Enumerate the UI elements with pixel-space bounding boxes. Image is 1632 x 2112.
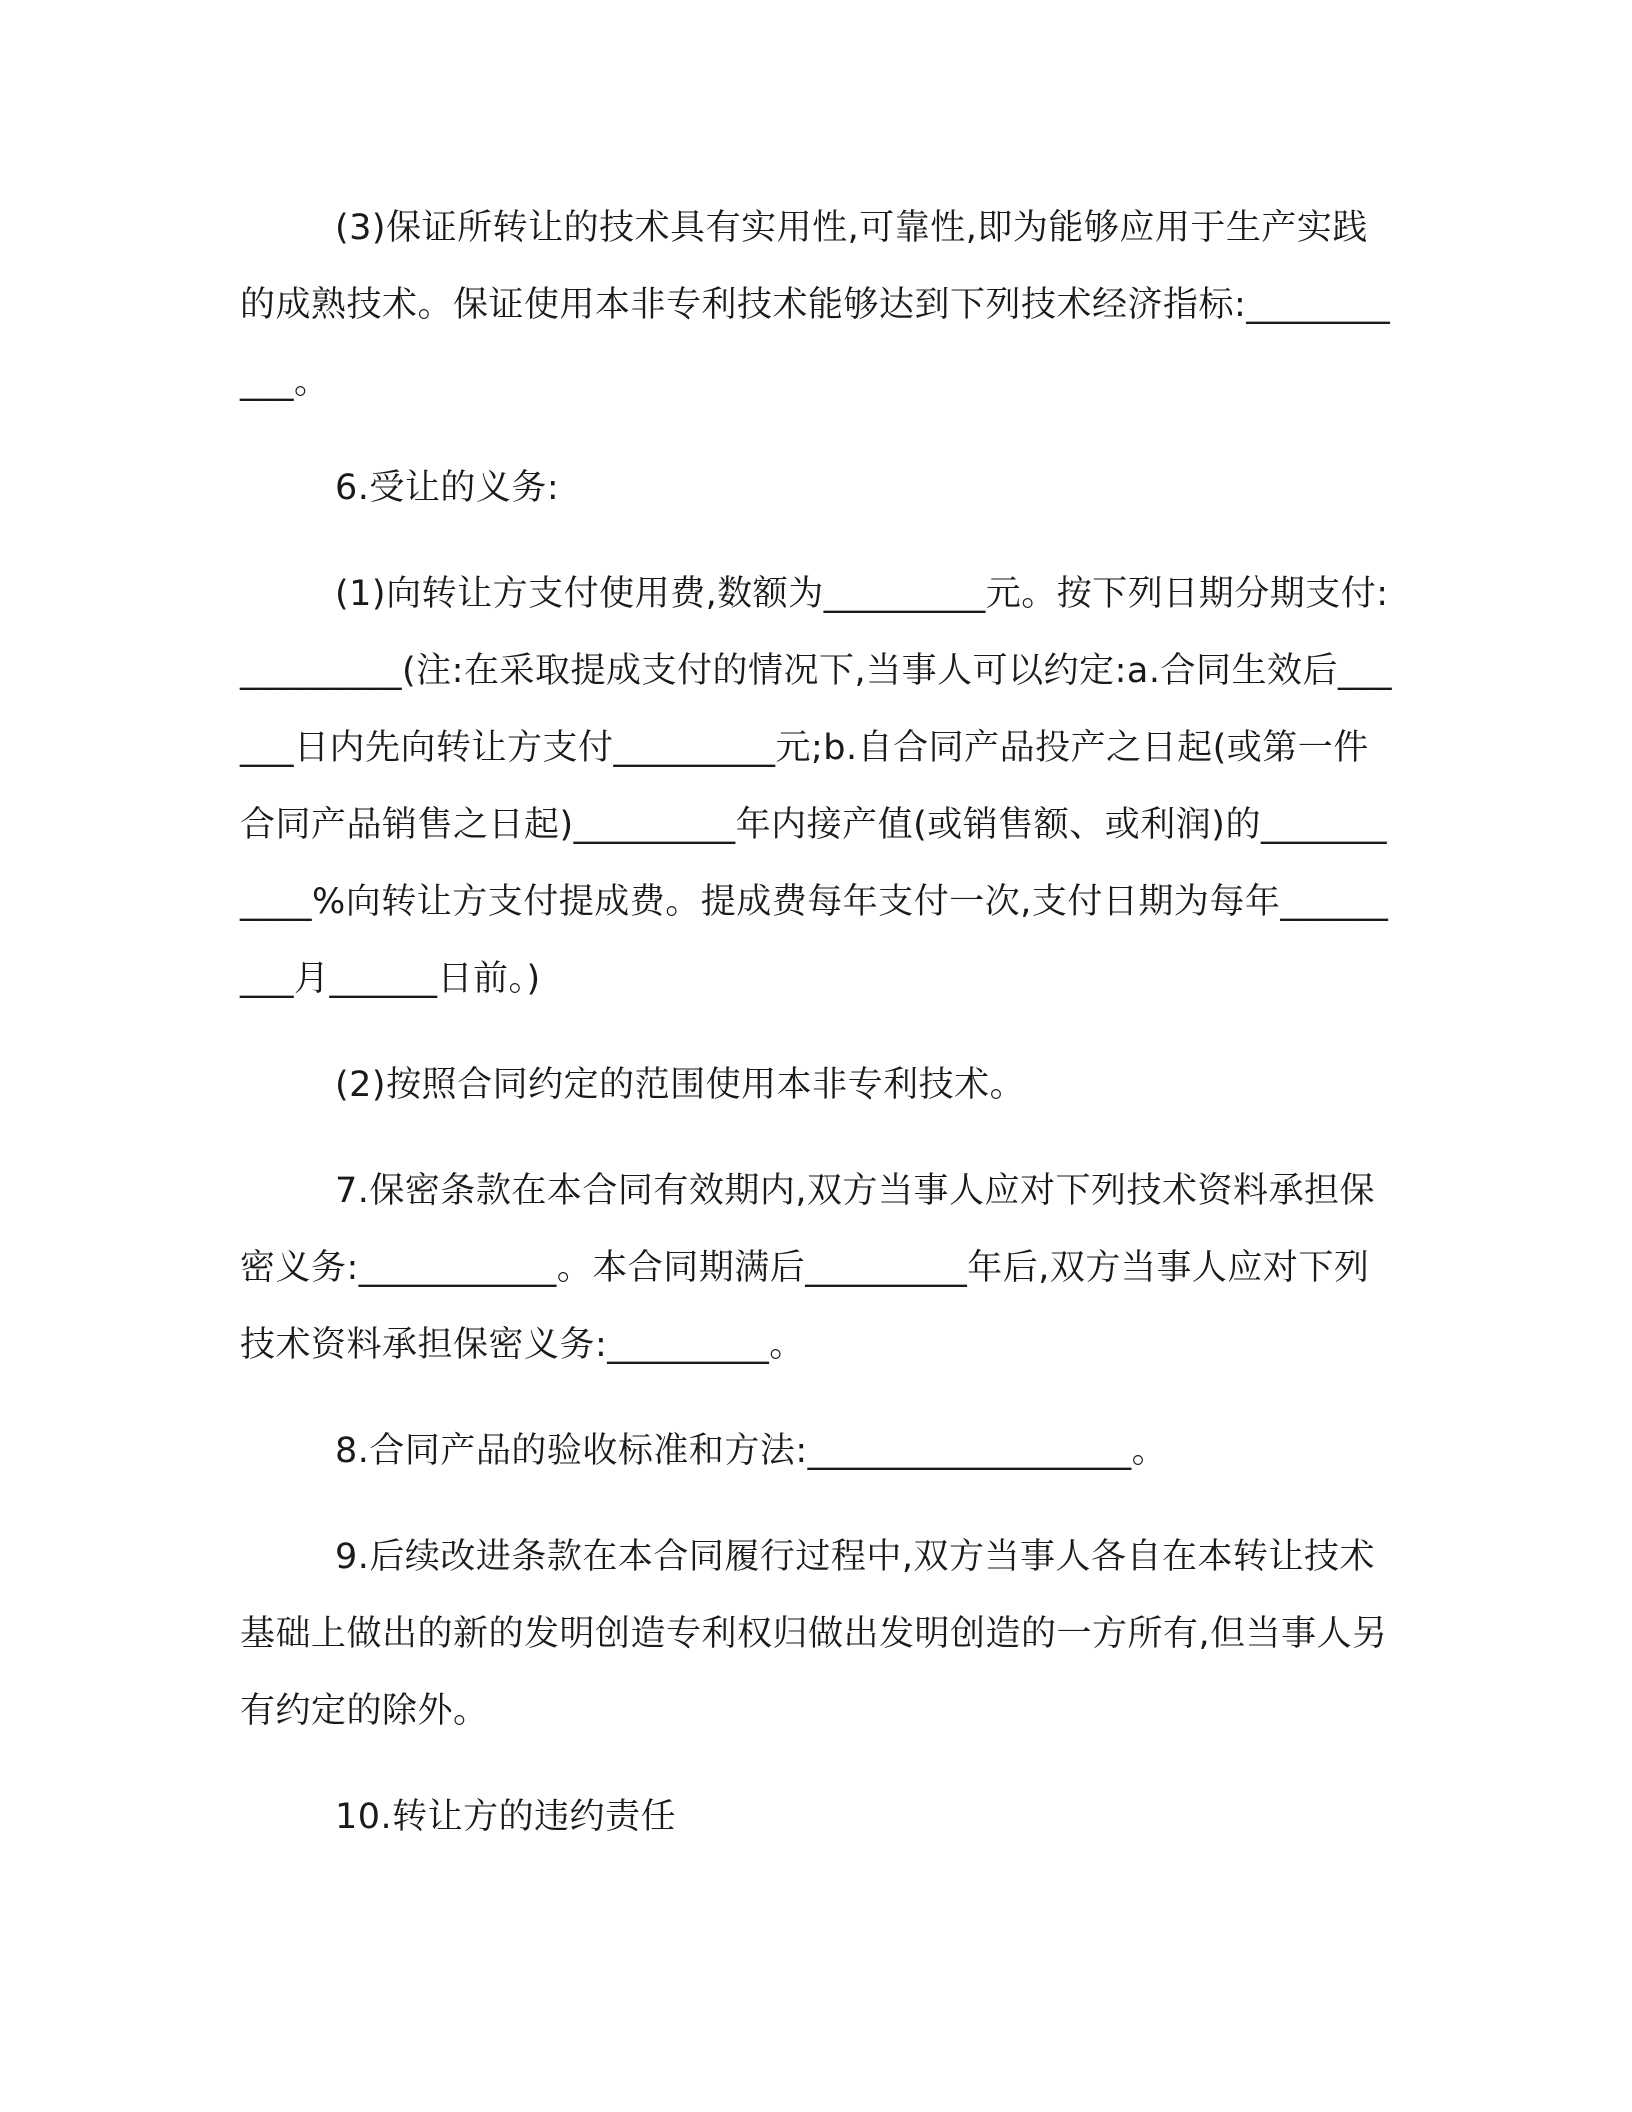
paragraph-confidentiality-clause: 7.保密条款在本合同有效期内,双方当事人应对下列技术资料承担保密义务:___________。本合同期满后_________年后,双方当事人应对下列技术资料承担保密义务:_________。 <box>240 1171 1376 1365</box>
paragraph-heading-transferee-obligations: 6.受让的义务: <box>335 468 560 508</box>
paragraph-heading-transferor-liability: 10.转让方的违约责任 <box>335 1797 677 1837</box>
paragraph-guarantee-practicality: (3)保证所转让的技术具有实用性,可靠性,即为能够应用于生产实践的成熟技术。保证使用本非专利技术能够达到下列技术经济指标:___________。 <box>240 208 1391 402</box>
paragraph-usage-scope: (2)按照合同约定的范围使用本非专利技术。 <box>335 1065 1026 1105</box>
paragraph-usage-fee-payment: (1)向转让方支付使用费,数额为_________元。按下列日期分期支付:_________(注:在采取提成支付的情况下,当事人可以约定:a.合同生效后______日内先向转让方支付_________元;b.自合同产品投产之日起(或第一件合同产品销售之日起)_________年内接产值(或销售额、或利润)的___________%向转让方支付提成费。提成费每年支付一次,支付日期为每年_________月______日前。) <box>240 574 1392 999</box>
document-body <box>240 190 1400 1856</box>
paragraph-improvement-clause: 9.后续改进条款在本合同履行过程中,双方当事人各自在本转让技术基础上做出的新的发明创造专利权归做出发明创造的一方所有,但当事人另有约定的除外。 <box>240 1537 1388 1731</box>
paragraph-acceptance-standard: 8.合同产品的验收标准和方法:__________________。 <box>335 1431 1168 1471</box>
